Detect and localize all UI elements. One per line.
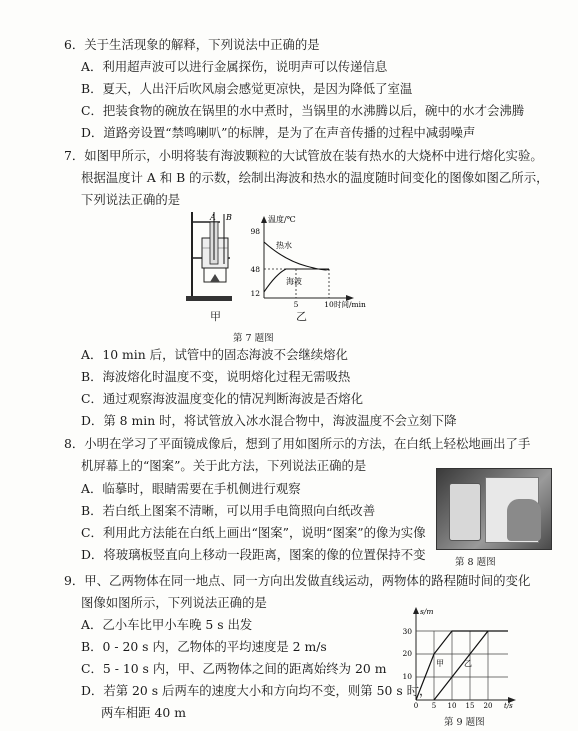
q8-stem-2: 机屏幕上的“图案”。关于此方法，下列说法正确的是 [81,458,367,473]
q7-ytick-12: 12 [250,289,260,298]
q9-jia-label: 甲 [436,659,444,668]
q9-xtick-15: 15 [465,702,475,710]
hand-image [507,499,541,541]
q8-option-b: B．若白纸上图案不清晰，可以用手电筒照向白纸改善 [81,503,376,518]
q9-option-d-2: 两车相距 40 m [101,705,186,720]
q9-stem-2: 图像如图所示，下列说法正确的是 [81,595,267,610]
q9-stem-1: 9．甲、乙两物体在同一地点、同一方向出发做直线运动，两物体的路程随时间的变化 [64,573,531,588]
q6-option-c: C．把装食物的碗放在锅里的水中煮时，当锅里的水沸腾以后，碗中的水才会沸腾 [81,103,525,118]
q7-apparatus-figure [186,208,246,304]
q8-caption: 第 8 题图 [455,557,496,568]
thermometer-a-label: A [210,213,216,222]
q9-caption: 第 9 题图 [444,717,485,728]
q6-option-d: D．道路旁设置“禁鸣喇叭”的标牌，是为了在声音传播的过程中减弱噪声 [81,125,476,140]
q9-ylabel: s/m [420,607,434,616]
q8-photo [436,468,552,550]
q7-stem-3: 下列说法正确的是 [81,192,181,207]
q7-option-b: B．海波熔化时温度不变，说明熔化过程无需吸热 [81,369,351,384]
q9-xtick-10: 10 [447,702,457,710]
q7-fig-yi-label: 乙 [296,310,307,323]
phone-image [449,483,481,541]
q7-caption: 第 7 题图 [233,333,274,344]
q7-xlabel: 时间/min [334,300,366,309]
q7-option-c: C．通过观察海波温度变化的情况判断海波是否熔化 [81,391,364,406]
q7-hot-water-label: 热水 [276,241,292,250]
q7-option-d: D．第 8 min 时，将试管放入冰水混合物中，海波温度不会立刻下降 [81,413,457,428]
q7-ytick-98: 98 [250,227,260,236]
q9-option-a: A．乙小车比甲小车晚 5 s 出发 [81,617,253,632]
q7-hot-water-curve [264,242,329,270]
q7-xtick-10: 10 [324,300,334,309]
q7-fig-jia-label: 甲 [210,310,221,323]
q7-ylabel: 温度/℃ [268,215,296,224]
q7-option-a: A．10 min 后，试管中的固态海波不会继续熔化 [81,347,348,362]
q9-xtick-0: 0 [413,702,419,710]
q8-stem-1: 8．小明在学习了平面镜成像后，想到了用如图所示的方法，在白纸上轻松地画出了手 [64,436,531,451]
q9-xtick-5: 5 [431,702,437,710]
q9-jia-line [416,631,508,700]
q9-ytick-10: 10 [402,672,412,681]
q9-option-c: C．5 - 10 s 内，甲、乙两物体之间的距离始终为 20 m [81,661,387,676]
q9-option-d-1: D．若第 20 s 后两车的速度大小和方向均不变，则第 50 s 时， [81,683,432,698]
q8-option-a: A．临摹时，眼睛需要在手机侧进行观察 [81,481,301,496]
q8-option-c: C．利用此方法能在白纸上画出“图案”，说明“图案”的像为实像 [81,525,426,540]
q9-xtick-20: 20 [483,702,493,710]
q6-option-a: A．利用超声波可以进行金属探伤，说明声可以传递信息 [81,59,388,74]
q9-xlabel: t/s [504,702,513,710]
q9-yi-label: 乙 [464,659,472,668]
thermometer-b-label: B [226,213,232,222]
q7-stem-1: 7．如图甲所示，小明将装有海波颗粒的大试管放在装有热水的大烧杯中进行熔化实验。 [64,148,543,163]
q9-ytick-20: 20 [402,649,412,658]
q7-xtick-5: 5 [293,300,299,309]
q9-option-b: B．0 - 20 s 内，乙物体的平均速度是 2 m/s [81,639,327,654]
q7-wax-label: 海波 [286,277,302,286]
q7-stem-2: 根据温度计 A 和 B 的示数，绘制出海波和热水的温度随时间变化的图像如图乙所示， [81,170,549,185]
q6-option-b: B．夏天，人出汗后吹风扇会感觉更凉快，是因为降低了室温 [81,81,413,96]
q7-ytick-48: 48 [250,265,260,274]
q6-stem: 6．关于生活现象的解释，下列说法中正确的是 [64,37,320,52]
q7-temperature-graph [246,212,366,309]
q9-ytick-30: 30 [402,627,412,636]
q8-option-d: D．将玻璃板竖直向上移动一段距离，图案的像的位置保持不变 [81,547,426,562]
q9-distance-time-graph [396,604,520,708]
